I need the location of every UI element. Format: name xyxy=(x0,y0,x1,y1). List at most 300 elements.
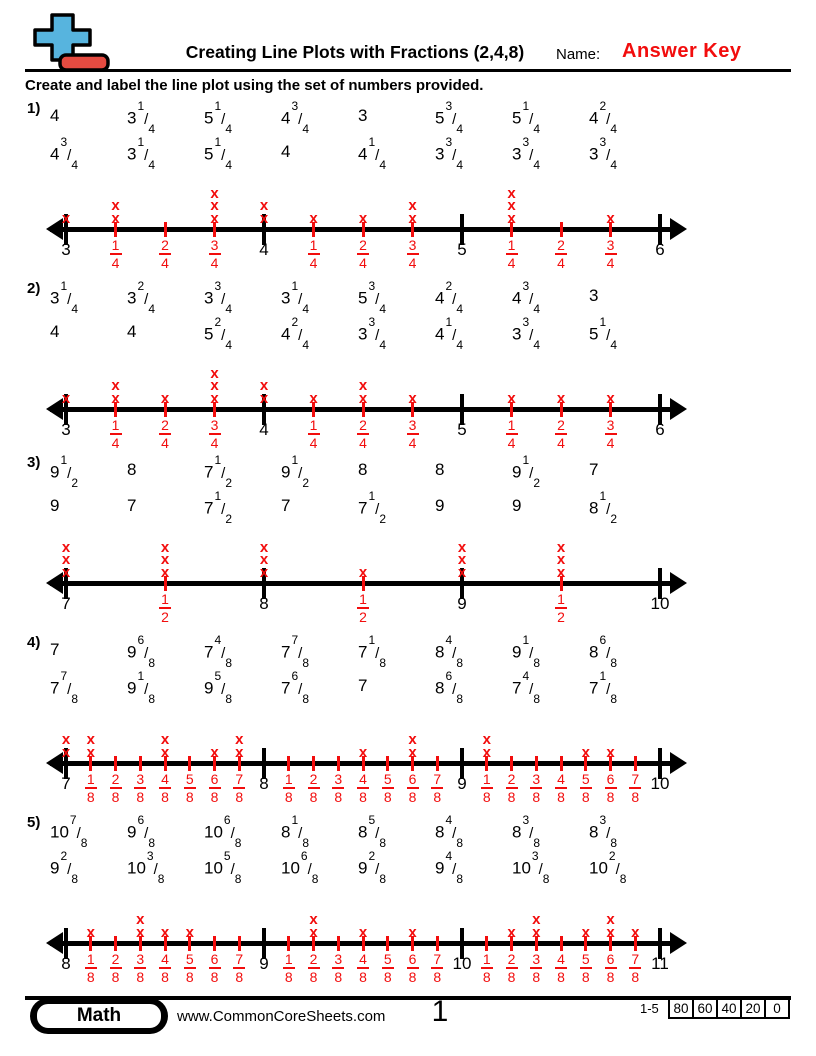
value xyxy=(281,315,358,353)
tick-denominator: 8 xyxy=(185,969,194,985)
x-mark: x xyxy=(532,911,541,928)
tick-numerator: 1 xyxy=(86,951,95,967)
whole-number: 3 xyxy=(589,286,599,305)
value xyxy=(435,633,512,671)
denominator: 4 xyxy=(148,158,156,173)
whole-number: 4 xyxy=(281,142,291,161)
denominator: 4 xyxy=(225,302,233,317)
x-mark: x xyxy=(160,563,170,581)
fraction xyxy=(59,669,79,707)
x-mark: x xyxy=(111,197,120,214)
denominator: 2 xyxy=(610,512,618,527)
tick-denominator: 8 xyxy=(507,969,516,985)
number-row xyxy=(50,489,666,527)
tick-denominator: 8 xyxy=(284,969,293,985)
problem-section xyxy=(0,450,816,630)
value xyxy=(358,279,435,317)
denominator: 8 xyxy=(148,656,156,671)
tick-denominator: 8 xyxy=(507,789,516,805)
value xyxy=(204,315,281,353)
numerator: 6 xyxy=(599,633,607,647)
fraction xyxy=(598,669,618,707)
fraction xyxy=(300,849,319,887)
fraction xyxy=(444,99,464,137)
tick-mark-fraction xyxy=(634,756,637,771)
whole-number: 3 xyxy=(358,324,368,344)
whole-number: 7 xyxy=(589,678,599,698)
denominator: 8 xyxy=(234,872,242,887)
fraction xyxy=(213,669,233,707)
whole-number: 5 xyxy=(512,108,522,128)
fraction xyxy=(521,99,541,137)
tick-denominator: 2 xyxy=(359,609,367,625)
x-mark: x xyxy=(556,389,566,407)
x-mark-stack xyxy=(516,911,556,941)
fraction-slash: / xyxy=(606,500,611,518)
denominator: 8 xyxy=(533,656,541,671)
value xyxy=(204,669,281,707)
tick-label-integer: 9 xyxy=(457,774,467,793)
tick-mark-fraction xyxy=(436,936,439,951)
tick-numerator: 3 xyxy=(334,951,343,967)
value xyxy=(127,99,204,137)
problem-section xyxy=(0,810,816,990)
tick-mark-fraction xyxy=(287,936,290,951)
x-mark: x xyxy=(259,197,269,214)
denominator: 8 xyxy=(302,836,310,851)
value xyxy=(127,135,204,173)
tick-numerator: 6 xyxy=(210,771,219,787)
tick-numerator: 3 xyxy=(532,951,541,967)
whole-number: 9 xyxy=(512,462,522,482)
numerator: 2 xyxy=(137,279,145,293)
x-mark: x xyxy=(581,923,590,941)
denominator: 4 xyxy=(379,302,387,317)
fraction-slash: / xyxy=(606,110,611,128)
value xyxy=(589,489,666,527)
x-mark: x xyxy=(507,923,516,941)
whole-number: 3 xyxy=(589,144,599,164)
name-label: Name: xyxy=(556,46,601,63)
tick-label-fraction xyxy=(492,418,532,450)
fraction xyxy=(136,669,156,707)
fraction xyxy=(290,453,310,491)
fraction xyxy=(213,453,233,491)
numerator: 3 xyxy=(60,135,68,149)
denominator: 8 xyxy=(80,836,88,851)
fraction-slash: / xyxy=(67,680,72,698)
denominator: 4 xyxy=(148,302,156,317)
fraction-slash: / xyxy=(452,680,457,698)
tick-denominator: 4 xyxy=(359,255,367,271)
whole-number: 10 xyxy=(204,822,223,842)
x-mark-stack xyxy=(46,538,86,581)
whole-number: 7 xyxy=(512,678,522,698)
numerator: 1 xyxy=(214,489,222,503)
x-mark-stack xyxy=(46,209,86,227)
x-mark-stack xyxy=(195,364,235,407)
x-mark-stack xyxy=(294,389,334,407)
tick-denominator: 8 xyxy=(334,969,343,985)
fraction xyxy=(444,633,464,671)
score-cell: 40 xyxy=(716,998,742,1019)
numerator: 4 xyxy=(445,849,453,863)
whole-number: 8 xyxy=(589,642,599,662)
tick-mark-fraction xyxy=(139,756,142,771)
x-mark: x xyxy=(606,911,615,928)
numerator: 6 xyxy=(137,813,145,827)
fraction xyxy=(290,633,310,671)
tick-numerator: 5 xyxy=(581,951,590,967)
value xyxy=(589,849,666,887)
denominator: 8 xyxy=(225,692,233,707)
tick-mark-fraction xyxy=(560,936,563,951)
fraction-slash: / xyxy=(529,680,534,698)
x-mark: x xyxy=(160,923,170,941)
value xyxy=(589,286,666,311)
number-row xyxy=(50,135,666,173)
tick-numerator: 3 xyxy=(606,417,615,433)
fraction-slash: / xyxy=(529,290,534,308)
whole-number: 7 xyxy=(204,462,214,482)
x-mark-stack xyxy=(294,209,334,227)
tick-mark-fraction xyxy=(114,936,117,951)
fraction-slash: / xyxy=(221,500,226,518)
x-mark: x xyxy=(61,538,71,556)
tick-label-integer: 4 xyxy=(259,240,269,259)
x-mark: x xyxy=(309,923,318,941)
numerator: 6 xyxy=(223,813,231,827)
x-mark: x xyxy=(259,377,269,394)
tick-denominator: 8 xyxy=(482,789,491,805)
value xyxy=(512,813,589,851)
x-mark-stack xyxy=(343,377,383,407)
number-row xyxy=(50,453,666,491)
tick-label-fraction xyxy=(541,238,581,270)
x-mark-stack xyxy=(244,197,284,227)
denominator: 8 xyxy=(619,872,627,887)
value xyxy=(358,460,435,485)
x-mark: x xyxy=(556,551,566,568)
x-mark: x xyxy=(408,197,417,214)
value xyxy=(435,279,512,317)
x-mark-stack xyxy=(442,538,482,581)
value xyxy=(50,453,127,491)
tick-denominator: 2 xyxy=(557,609,565,625)
whole-number: 8 xyxy=(281,822,291,842)
denominator: 4 xyxy=(456,302,464,317)
x-mark-stack xyxy=(591,743,631,761)
denominator: 4 xyxy=(148,122,156,137)
fraction-slash: / xyxy=(606,644,611,662)
tick-label-integer: 9 xyxy=(457,594,467,613)
tick-mark-fraction xyxy=(213,936,216,951)
fraction xyxy=(367,849,387,887)
problem-section xyxy=(0,96,816,276)
numerator: 1 xyxy=(599,489,607,503)
tick-numerator: 3 xyxy=(532,771,541,787)
numerator: 6 xyxy=(137,633,145,647)
score-cell: 0 xyxy=(764,998,790,1019)
numerator: 1 xyxy=(214,99,222,113)
tick-numerator: 7 xyxy=(235,771,244,787)
value xyxy=(127,849,204,887)
fraction xyxy=(59,135,79,173)
fraction xyxy=(444,279,464,317)
whole-number: 7 xyxy=(281,678,291,698)
fraction xyxy=(367,633,387,671)
tick-numerator: 7 xyxy=(235,951,244,967)
value xyxy=(435,315,512,353)
tick-label-fraction xyxy=(591,238,631,270)
tick-label-fraction xyxy=(294,238,334,270)
problem-label: 4) xyxy=(27,634,41,651)
value xyxy=(204,135,281,173)
tick-denominator: 8 xyxy=(284,789,293,805)
whole-number: 7 xyxy=(358,642,368,662)
whole-number: 7 xyxy=(50,678,60,698)
fraction xyxy=(444,849,464,887)
website-text: www.CommonCoreSheets.com xyxy=(177,1008,386,1025)
tick-denominator: 4 xyxy=(507,255,516,271)
denominator: 8 xyxy=(148,836,156,851)
fraction-slash: / xyxy=(615,860,620,878)
whole-number: 8 xyxy=(589,498,599,518)
numerator: 3 xyxy=(445,99,453,113)
denominator: 2 xyxy=(225,476,233,491)
denominator: 8 xyxy=(311,872,319,887)
score-cell: 80 xyxy=(668,998,694,1019)
x-mark: x xyxy=(358,743,368,761)
whole-number: 9 xyxy=(50,462,60,482)
denominator: 2 xyxy=(302,476,310,491)
tick-label-fraction xyxy=(145,418,185,450)
tick-label-integer: 10 xyxy=(452,954,472,973)
tick-numerator: 6 xyxy=(606,771,615,787)
denominator: 4 xyxy=(225,338,233,353)
tick-numerator: 1 xyxy=(482,951,491,967)
score-cell: 60 xyxy=(692,998,718,1019)
tick-numerator: 4 xyxy=(557,771,565,787)
tick-label-fraction xyxy=(393,418,433,450)
whole-number: 3 xyxy=(281,288,291,308)
whole-number: 5 xyxy=(204,108,214,128)
tick-label-fraction xyxy=(195,418,235,450)
x-mark: x xyxy=(358,209,368,227)
denominator: 4 xyxy=(225,122,233,137)
value xyxy=(204,633,281,671)
fraction-slash: / xyxy=(452,824,457,842)
whole-number: 3 xyxy=(127,288,137,308)
whole-number: 7 xyxy=(204,642,214,662)
tick-mark-fraction xyxy=(337,756,340,771)
x-mark: x xyxy=(86,923,95,941)
fraction-slash: / xyxy=(153,860,158,878)
tick-label-fraction xyxy=(343,418,383,450)
fraction-slash: / xyxy=(298,644,303,662)
tick-denominator: 2 xyxy=(161,609,169,625)
tick-label-integer: 8 xyxy=(61,954,71,973)
number-line xyxy=(40,896,740,996)
fraction-slash: / xyxy=(144,644,149,662)
value xyxy=(512,633,589,671)
tick-mark-fraction xyxy=(386,756,389,771)
tick-numerator: 6 xyxy=(408,951,417,967)
fraction xyxy=(69,813,88,851)
tick-mark-fraction xyxy=(386,936,389,951)
value xyxy=(589,813,666,851)
value xyxy=(281,453,358,491)
denominator: 8 xyxy=(71,872,79,887)
fraction xyxy=(598,813,618,851)
value xyxy=(512,279,589,317)
tick-denominator: 4 xyxy=(359,435,367,451)
whole-number: 4 xyxy=(50,106,60,125)
value xyxy=(589,633,666,671)
denominator: 8 xyxy=(610,836,618,851)
value xyxy=(50,669,127,707)
denominator: 4 xyxy=(71,158,79,173)
tick-label-fraction xyxy=(145,238,185,270)
value xyxy=(358,633,435,671)
x-mark: x xyxy=(507,197,516,214)
score-range-label: 1-5 xyxy=(640,1001,659,1016)
tick-mark-fraction xyxy=(560,222,563,237)
x-mark-stack xyxy=(71,923,111,941)
value xyxy=(50,279,127,317)
denominator: 8 xyxy=(533,692,541,707)
numerator: 1 xyxy=(291,279,299,293)
header-divider xyxy=(25,69,791,72)
x-mark-stack xyxy=(96,377,136,407)
whole-number: 7 xyxy=(281,496,291,515)
right-arrow-icon xyxy=(670,932,687,954)
x-mark: x xyxy=(631,923,640,941)
x-mark: x xyxy=(160,389,170,407)
tick-mark-fraction xyxy=(114,756,117,771)
x-mark: x xyxy=(210,743,219,761)
whole-number: 5 xyxy=(358,288,368,308)
tick-denominator: 4 xyxy=(111,435,120,451)
math-badge xyxy=(30,998,168,1034)
fraction xyxy=(598,489,618,527)
score-boxes xyxy=(670,998,790,1019)
denominator: 8 xyxy=(379,872,387,887)
x-mark-stack xyxy=(294,911,334,941)
x-mark-stack xyxy=(393,731,433,761)
tick-denominator: 8 xyxy=(185,789,194,805)
fraction-slash: / xyxy=(144,110,149,128)
number-row xyxy=(50,633,666,671)
tick-denominator: 8 xyxy=(334,789,343,805)
numerator: 4 xyxy=(214,633,222,647)
x-mark: x xyxy=(160,538,170,556)
tick-numerator: 1 xyxy=(111,417,120,433)
x-mark: x xyxy=(235,731,244,748)
whole-number: 9 xyxy=(204,678,214,698)
fraction xyxy=(136,279,156,317)
fraction xyxy=(136,99,156,137)
x-mark-stack xyxy=(591,389,631,407)
numerator: 1 xyxy=(60,279,68,293)
whole-number: 3 xyxy=(127,108,137,128)
numerator: 1 xyxy=(599,669,607,683)
value xyxy=(204,813,281,851)
number-row xyxy=(50,813,666,851)
problem-section xyxy=(0,276,816,456)
tick-denominator: 8 xyxy=(309,789,318,805)
tick-numerator: 1 xyxy=(309,237,318,253)
right-arrow-icon xyxy=(670,572,687,594)
numerator: 1 xyxy=(214,135,222,149)
fraction-slash: / xyxy=(144,290,149,308)
fraction-slash: / xyxy=(221,290,226,308)
problem-label: 3) xyxy=(27,454,41,471)
denominator: 8 xyxy=(379,656,387,671)
whole-number: 7 xyxy=(204,498,214,518)
whole-number: 8 xyxy=(358,822,368,842)
fraction xyxy=(213,279,233,317)
whole-number: 5 xyxy=(589,324,599,344)
whole-number: 9 xyxy=(281,462,291,482)
tick-numerator: 7 xyxy=(631,771,640,787)
value xyxy=(50,322,127,347)
tick-label-integer: 9 xyxy=(259,954,269,973)
tick-denominator: 8 xyxy=(581,789,590,805)
x-mark: x xyxy=(160,743,170,761)
fraction xyxy=(444,669,464,707)
fraction xyxy=(213,489,233,527)
x-mark: x xyxy=(358,389,368,407)
tick-denominator: 8 xyxy=(136,789,145,805)
fraction xyxy=(521,453,541,491)
tick-label-integer: 10 xyxy=(650,594,670,613)
whole-number: 7 xyxy=(50,640,60,659)
tick-numerator: 3 xyxy=(136,951,145,967)
fraction xyxy=(598,633,618,671)
whole-number: 10 xyxy=(589,858,608,878)
fraction xyxy=(608,849,627,887)
value xyxy=(281,279,358,317)
numerator: 1 xyxy=(137,99,145,113)
numerator: 7 xyxy=(69,813,77,827)
tick-label-integer: 8 xyxy=(259,594,269,613)
denominator: 4 xyxy=(302,302,310,317)
numerator: 4 xyxy=(445,633,453,647)
x-mark: x xyxy=(581,743,590,761)
x-mark-stack xyxy=(393,923,433,941)
tick-denominator: 8 xyxy=(111,789,120,805)
fraction xyxy=(444,135,464,173)
x-mark: x xyxy=(606,923,615,941)
x-mark-stack xyxy=(46,389,86,407)
tick-denominator: 8 xyxy=(161,789,169,805)
tick-numerator: 7 xyxy=(433,771,442,787)
x-mark-stack xyxy=(343,209,383,227)
tick-denominator: 4 xyxy=(507,435,516,451)
value xyxy=(50,106,127,131)
denominator: 4 xyxy=(71,302,79,317)
numerator: 1 xyxy=(214,453,222,467)
value xyxy=(435,460,512,485)
x-mark: x xyxy=(482,731,491,748)
tick-denominator: 8 xyxy=(309,969,318,985)
fraction-slash: / xyxy=(298,326,303,344)
tick-numerator: 5 xyxy=(185,951,194,967)
tick-label-integer: 7 xyxy=(61,774,71,793)
numerator: 4 xyxy=(522,669,530,683)
fraction-slash: / xyxy=(529,110,534,128)
